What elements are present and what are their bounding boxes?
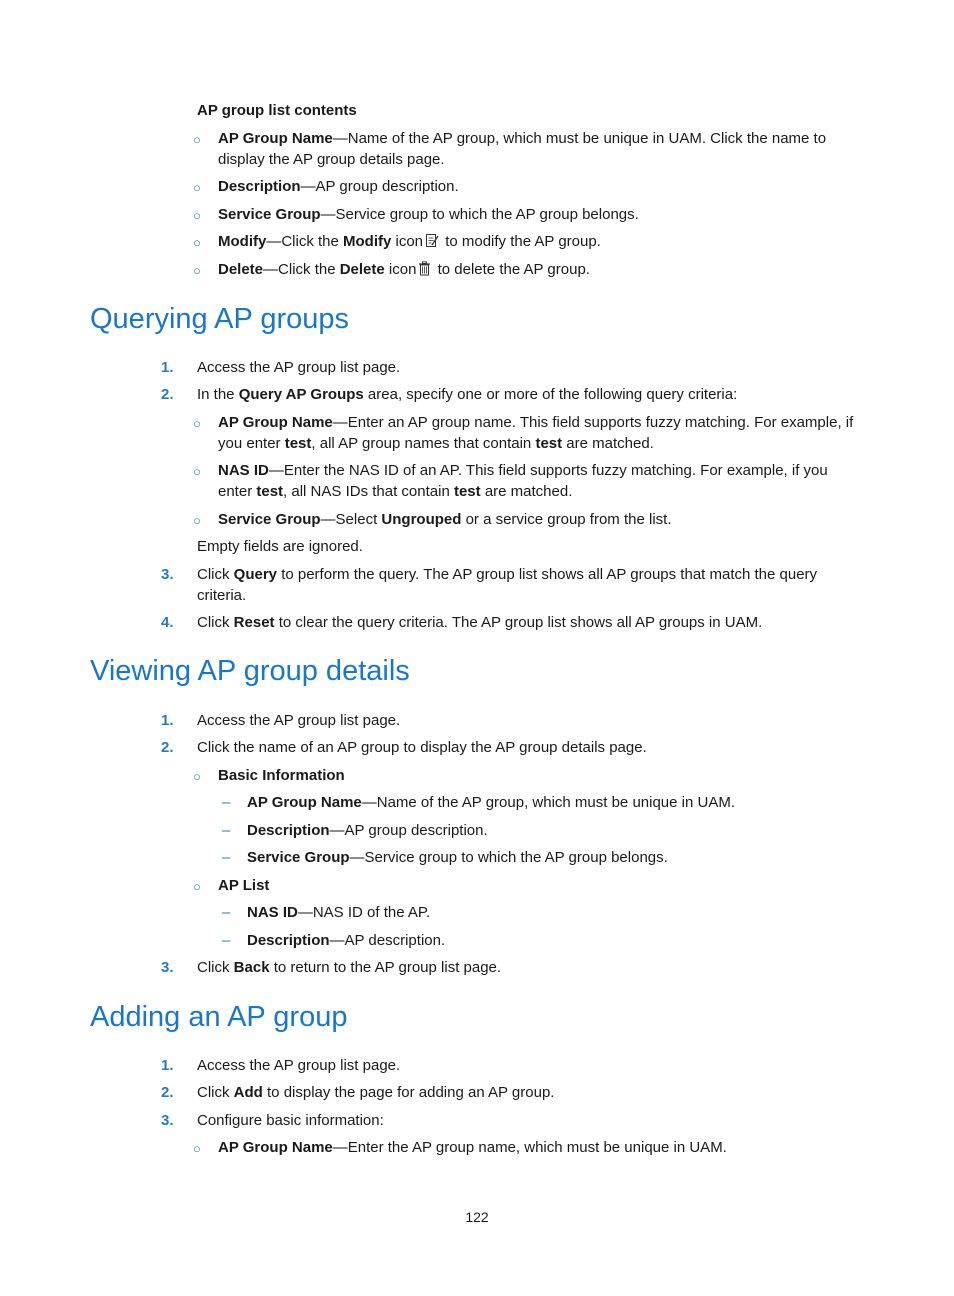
text: to return to the AP group list page.	[269, 959, 502, 976]
step-number: 1.	[161, 712, 174, 729]
term: AP Group Name	[218, 1139, 333, 1156]
modify-icon	[425, 233, 439, 254]
list-item	[218, 176, 459, 197]
term: Query	[233, 566, 278, 583]
term: Basic Information	[218, 767, 345, 784]
list-contents-heading: AP group list contents	[197, 102, 357, 119]
text: Click	[197, 614, 234, 631]
sub-item	[247, 930, 445, 951]
text: —Enter the AP group name, which must be unique in UAM.	[332, 1139, 727, 1156]
step-number: 3.	[161, 566, 174, 583]
page-number: 122	[465, 1209, 489, 1225]
step-text	[197, 957, 501, 978]
term: Delete	[218, 261, 264, 278]
dash-bullet: –	[222, 849, 231, 866]
text: —Select	[320, 511, 382, 528]
bullet-icon: ○	[193, 235, 201, 250]
text: —AP group description.	[329, 822, 488, 839]
step-text: Click the name of an AP group to display the AP group details page.	[197, 739, 647, 756]
list-item-cont	[218, 433, 654, 454]
step-text	[197, 384, 737, 405]
list-item	[218, 259, 590, 282]
list-item	[218, 412, 853, 433]
text: In the	[197, 386, 239, 403]
step-text: Access the AP group list page.	[197, 1057, 401, 1074]
term: Service Group	[247, 849, 350, 866]
dash-bullet: –	[222, 822, 231, 839]
text: —NAS ID of the AP.	[297, 904, 431, 921]
list-item	[218, 204, 639, 225]
desc: —Service group to which the AP group belongs.	[320, 206, 639, 223]
text: to clear the query criteria. The AP group list shows all AP groups in UAM.	[274, 614, 763, 631]
step-number: 3.	[161, 1112, 174, 1129]
text: are matched.	[562, 435, 654, 452]
term: Description	[247, 822, 330, 839]
text: icon	[384, 261, 417, 278]
list-item	[218, 509, 672, 530]
term: Description	[247, 932, 330, 949]
text: you enter	[218, 435, 285, 452]
step-text: Access the AP group list page.	[197, 359, 401, 376]
text: —Service group to which the AP group belongs.	[349, 849, 668, 866]
step-number: 3.	[161, 959, 174, 976]
text: Click	[197, 1084, 234, 1101]
list-item	[218, 1137, 727, 1158]
term: Ungrouped	[381, 511, 462, 528]
dash-bullet: –	[222, 794, 231, 811]
step-number: 4.	[161, 614, 174, 631]
bullet-icon: ○	[193, 769, 201, 784]
text: , all AP group names that contain	[311, 435, 536, 452]
step-number: 1.	[161, 1057, 174, 1074]
term: Back	[233, 959, 270, 976]
bullet-icon: ○	[193, 180, 201, 195]
text: area, specify one or more of the following query criteria:	[363, 386, 738, 403]
text: Click	[197, 959, 234, 976]
step-text: Access the AP group list page.	[197, 712, 401, 729]
step-number: 2.	[161, 386, 174, 403]
sub-item	[247, 902, 430, 923]
bullet-icon: ○	[193, 416, 201, 431]
delete-icon	[418, 261, 431, 282]
text: to perform the query. The AP group list shows all AP groups that match the query	[277, 566, 818, 583]
list-item-cont	[218, 481, 572, 502]
term: AP List	[218, 877, 270, 894]
text: are matched.	[480, 483, 573, 500]
term: Description	[218, 178, 301, 195]
text: , all NAS IDs that contain	[283, 483, 454, 500]
term: NAS ID	[218, 462, 269, 479]
bullet-icon: ○	[193, 208, 201, 223]
bullet-icon: ○	[193, 513, 201, 528]
term: AP Group Name	[218, 130, 333, 147]
term: test	[256, 483, 284, 500]
term: Modify	[218, 233, 267, 250]
term: test	[535, 435, 563, 452]
step-number: 2.	[161, 739, 174, 756]
list-item	[218, 875, 269, 896]
term: NAS ID	[247, 904, 298, 921]
term: Delete	[339, 261, 385, 278]
term: AP Group Name	[247, 794, 362, 811]
list-item	[218, 128, 826, 149]
bullet-icon: ○	[193, 1141, 201, 1156]
step-text	[197, 1082, 554, 1103]
term: Query AP Groups	[238, 386, 364, 403]
list-item	[218, 231, 601, 254]
sub-item	[247, 792, 735, 813]
term: test	[453, 483, 481, 500]
section-title-viewing: Viewing AP group details	[90, 655, 410, 687]
bullet-icon: ○	[193, 263, 201, 278]
text: to delete the AP group.	[433, 261, 590, 278]
step-number: 1.	[161, 359, 174, 376]
bullet-icon: ○	[193, 132, 201, 147]
step-text	[197, 564, 817, 585]
text: to modify the AP group.	[441, 233, 601, 250]
section-title-adding: Adding an AP group	[90, 1001, 348, 1033]
list-item	[218, 460, 828, 481]
step-number: 2.	[161, 1084, 174, 1101]
term: Add	[233, 1084, 263, 1101]
text: enter	[218, 483, 257, 500]
list-item	[218, 765, 345, 786]
sub-item	[247, 820, 488, 841]
term: AP Group Name	[218, 414, 333, 431]
term: test	[284, 435, 312, 452]
text: Click	[197, 566, 234, 583]
bullet-icon: ○	[193, 879, 201, 894]
text: —Click the	[263, 261, 340, 278]
term: Service Group	[218, 206, 321, 223]
text: —Name of the AP group, which must be unique in UAM.	[361, 794, 735, 811]
text: icon	[391, 233, 424, 250]
bullet-icon: ○	[193, 464, 201, 479]
dash-bullet: –	[222, 932, 231, 949]
desc: —AP group description.	[300, 178, 459, 195]
text: —Enter the NAS ID of an AP. This field supports fuzzy matching. For example, if you	[268, 462, 828, 479]
text: —Enter an AP group name. This field supports fuzzy matching. For example, if	[332, 414, 854, 431]
term: Reset	[233, 614, 275, 631]
step-text	[197, 612, 762, 633]
term: Modify	[343, 233, 392, 250]
note-text: Empty fields are ignored.	[197, 538, 363, 555]
text: to display the page for adding an AP group.	[262, 1084, 555, 1101]
desc: —Name of the AP group, which must be unique in UAM. Click the name to	[332, 130, 827, 147]
text: —AP description.	[329, 932, 446, 949]
term: Service Group	[218, 511, 321, 528]
list-item-cont: display the AP group details page.	[218, 151, 445, 168]
text: —Click the	[266, 233, 344, 250]
sub-item	[247, 847, 668, 868]
step-text-cont: criteria.	[197, 587, 247, 604]
section-title-querying: Querying AP groups	[90, 303, 350, 335]
text: or a service group from the list.	[461, 511, 672, 528]
step-text: Configure basic information:	[197, 1112, 384, 1129]
dash-bullet: –	[222, 904, 231, 921]
